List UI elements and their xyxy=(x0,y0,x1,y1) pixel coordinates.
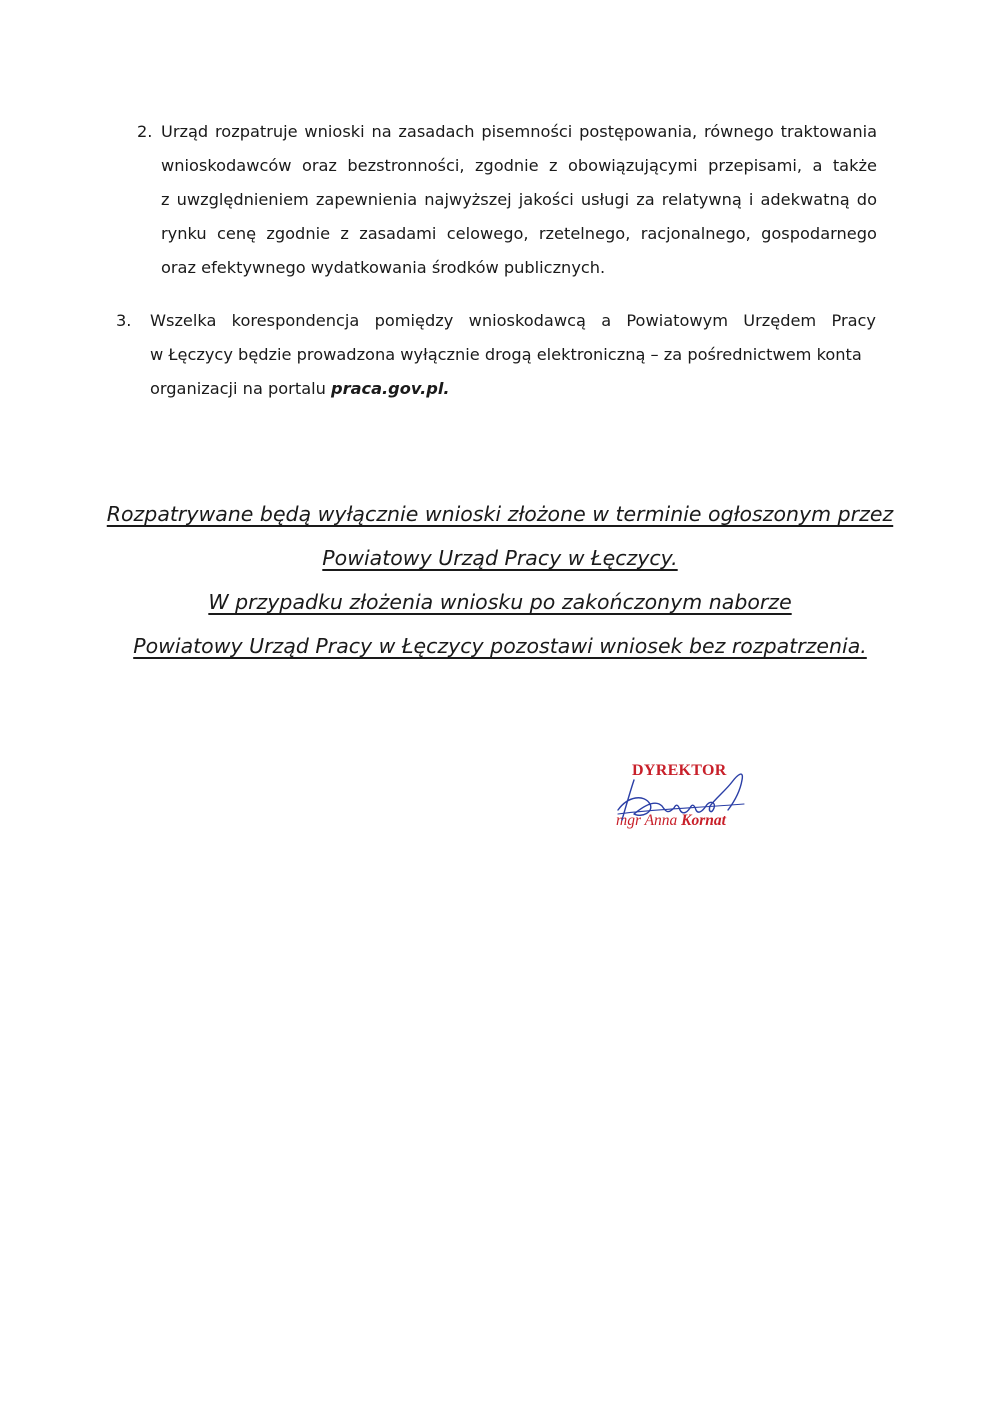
word: uwzględnieniem xyxy=(176,190,309,209)
list-item-body xyxy=(116,304,876,406)
word: korespondencja xyxy=(231,311,360,330)
notice-block xyxy=(100,492,900,668)
word: gospodarnego xyxy=(761,224,877,243)
list-item-2 xyxy=(137,115,877,285)
word: Urząd xyxy=(161,122,209,141)
stamp-name-prefix: mgr Anna xyxy=(616,812,682,829)
list-item-3 xyxy=(116,304,876,406)
notice-line-text: Powiatowy Urząd Pracy w Łęczycy. xyxy=(322,546,678,570)
word: za xyxy=(636,190,655,209)
word: celowego, xyxy=(446,224,529,243)
word: pisemności xyxy=(481,122,573,141)
word: bezstronności, xyxy=(347,156,465,175)
word: rozpatruje xyxy=(215,122,298,141)
word: do xyxy=(856,190,877,209)
word: jakości xyxy=(518,190,574,209)
word: racjonalnego, xyxy=(640,224,751,243)
list-item-body xyxy=(137,115,877,285)
stamp-title: DYREKTOR xyxy=(632,762,727,779)
paragraph-line xyxy=(150,304,876,338)
portal-text: organizacji na portalu xyxy=(150,379,332,398)
list-number: 3. xyxy=(116,311,132,330)
paragraph-line xyxy=(161,115,877,149)
paragraph-line xyxy=(161,183,877,217)
paragraph-line xyxy=(161,217,877,251)
word: wnioski xyxy=(304,122,365,141)
word: z xyxy=(340,224,349,243)
word: zasadach xyxy=(398,122,475,141)
word: postępowania, xyxy=(579,122,698,141)
notice-line xyxy=(100,624,900,668)
paragraph-line xyxy=(150,372,876,406)
paragraph-line: oraz efektywnego wydatkowania środków publicznych. xyxy=(161,258,606,277)
list-number: 2. xyxy=(137,122,153,141)
word: zapewnienia xyxy=(315,190,418,209)
paragraph-line xyxy=(161,149,877,183)
notice-line xyxy=(100,536,900,580)
word: adekwatną xyxy=(760,190,850,209)
word: zasadami xyxy=(359,224,437,243)
handwritten-signature xyxy=(604,760,774,840)
word: a xyxy=(812,156,823,175)
word: Urzędem xyxy=(743,311,817,330)
stamp-surname: Kornat xyxy=(681,812,726,829)
word: Powiatowym xyxy=(626,311,728,330)
portal-link-text: praca.gov.pl. xyxy=(331,379,450,398)
word: wnioskodawcą xyxy=(468,311,586,330)
word: i xyxy=(748,190,754,209)
word: rzetelnego, xyxy=(538,224,631,243)
word: a xyxy=(601,311,612,330)
word: obowiązującymi xyxy=(567,156,698,175)
notice-line-text: W przypadku złożenia wniosku po zakończonym naborze xyxy=(208,590,792,614)
word: Wszelka xyxy=(150,311,217,330)
word: oraz xyxy=(301,156,337,175)
word: przepisami, xyxy=(708,156,803,175)
paragraph-line: w Łęczycy będzie prowadzona wyłącznie drogą elektroniczną – za pośrednictwem konta xyxy=(150,345,862,364)
word: Pracy xyxy=(831,311,876,330)
word: z xyxy=(549,156,558,175)
word: równego xyxy=(703,122,774,141)
word: z xyxy=(161,190,170,209)
word: cenę xyxy=(216,224,257,243)
word: najwyższej xyxy=(424,190,512,209)
word: także xyxy=(832,156,877,175)
word: pomiędzy xyxy=(374,311,454,330)
notice-line xyxy=(100,580,900,624)
word: rynku xyxy=(161,224,207,243)
word: zgodnie xyxy=(474,156,539,175)
signature-stamp xyxy=(604,760,774,840)
word: usługi xyxy=(580,190,630,209)
word: zgodnie xyxy=(266,224,331,243)
word: wnioskodawców xyxy=(161,156,292,175)
word: traktowania xyxy=(780,122,877,141)
notice-line-text: Powiatowy Urząd Pracy w Łęczycy pozostawi wniosek bez rozpatrzenia. xyxy=(133,634,867,658)
notice-line-text: Rozpatrywane będą wyłącznie wnioski złożone w terminie ogłoszonym przez xyxy=(106,502,894,526)
word: na xyxy=(371,122,392,141)
notice-line xyxy=(100,492,900,536)
word: relatywną xyxy=(661,190,742,209)
